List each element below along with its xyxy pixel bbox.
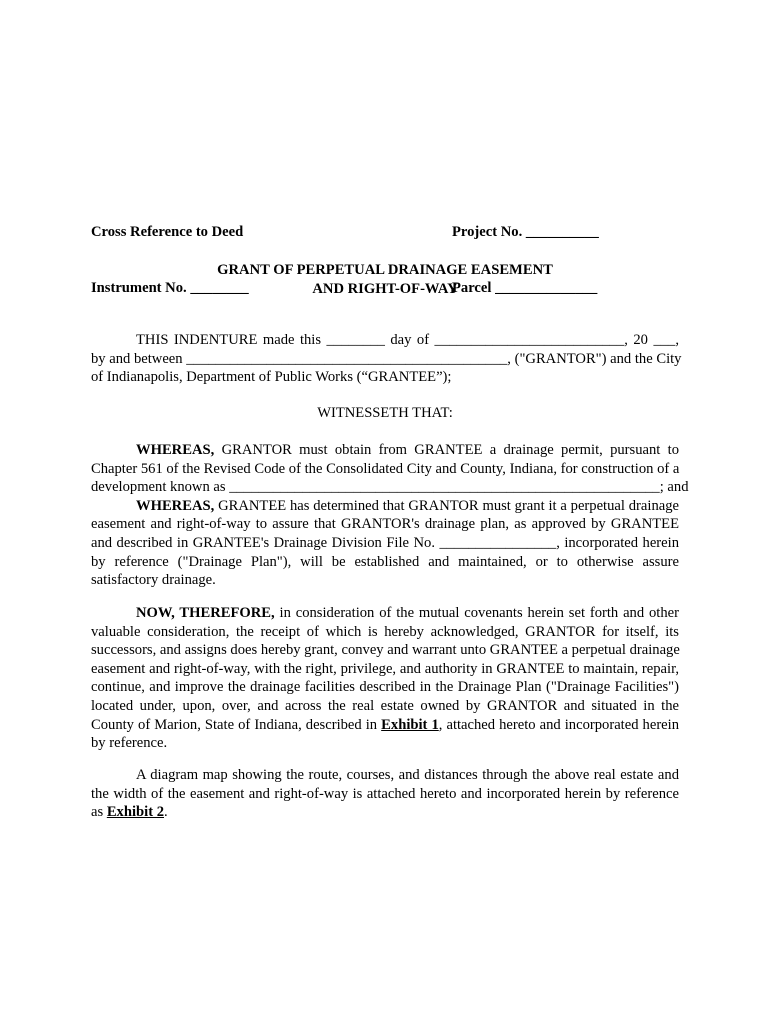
now-therefore-line-6: located under, upon, over, and across the real estate owned by GRANTOR and situated in the — [91, 697, 679, 714]
whereas-paragraphs — [91, 441, 689, 590]
whereas2-line-3: and described in GRANTEE's Drainage Division File No. ________________, incorporated herein — [91, 534, 679, 551]
now-therefore-line-5: continue, and improve the drainage facilities described in the Drainage Plan ("Drainage Facilities") — [91, 679, 679, 696]
instrument-number-label: Instrument No. ________ — [91, 279, 249, 296]
indenture-line-3: of Indianapolis, Department of Public Works (“GRANTEE”); — [91, 369, 452, 386]
diagram-line-1: A diagram map showing the route, courses, and distances through the above real estate and — [136, 767, 679, 783]
indenture-line-1: THIS INDENTURE made this ________ day of __________________________, 20 ___, — [136, 332, 679, 348]
now-therefore-line-1: NOW, THEREFORE, in consideration of the mutual covenants herein set forth and other — [136, 605, 679, 621]
now-therefore-paragraph — [91, 604, 679, 753]
whereas2-line-1: WHEREAS, GRANTEE has determined that GRANTOR must grant it a perpetual drainage — [136, 497, 679, 514]
parcel-label: Parcel ______________ — [452, 279, 598, 296]
whereas2-line-4: by reference ("Drainage Plan"), will be established and maintained, or to otherwise assure — [91, 553, 679, 570]
diagram-line-3: as Exhibit 2. — [91, 804, 168, 821]
whereas2-line-5: satisfactory drainage. — [91, 572, 216, 589]
now-therefore-line-2: valuable consideration, the receipt of which is hereby acknowledged, GRANTOR for itself, its — [91, 623, 679, 640]
document-title — [91, 261, 679, 298]
whereas1-line-1: WHEREAS, GRANTOR must obtain from GRANTEE a drainage permit, pursuant to — [136, 442, 679, 458]
title-line-1: GRANT OF PERPETUAL DRAINAGE EASEMENT — [217, 262, 553, 278]
project-number-label: Project No. __________ — [452, 224, 599, 241]
diagram-line-2: the width of the easement and right-of-way is attached hereto and incorporated herein by reference — [91, 785, 679, 802]
whereas1-line-2: Chapter 561 of the Revised Code of the Consolidated City and County, Indiana, for construction of a — [91, 460, 680, 477]
indenture-line-2: by and between ____________________________________________, ("GRANTOR") and the City — [91, 350, 682, 367]
whereas2-line-2: easement and right-of-way to assure that GRANTOR's drainage plan, as approved by GRANTEE — [91, 516, 679, 533]
diagram-paragraph — [91, 766, 679, 822]
now-therefore-line-3: successors, and assigns does hereby grant, convey and warrant unto GRANTEE a perpetual drainage — [91, 642, 680, 659]
now-therefore-line-7: County of Marion, State of Indiana, described in Exhibit 1, attached hereto and incorporated herein — [91, 716, 680, 733]
now-therefore-line-4: easement and right-of-way, with the right, privilege, and authority in GRANTEE to maintain, repair, — [91, 660, 679, 677]
now-therefore-line-8: by reference. — [91, 735, 168, 752]
indenture-paragraph — [91, 331, 682, 387]
title-line-2: AND RIGHT-OF-WAY — [312, 280, 458, 297]
whereas1-line-3: development known as ___________________________________________________________; and — [91, 479, 689, 496]
cross-reference-label: Cross Reference to Deed — [91, 224, 244, 241]
witnesseth-heading: WITNESSETH THAT: — [317, 405, 453, 421]
exhibit-2-reference: Exhibit 2 — [106, 804, 165, 821]
exhibit-1-reference: Exhibit 1 — [381, 716, 439, 733]
